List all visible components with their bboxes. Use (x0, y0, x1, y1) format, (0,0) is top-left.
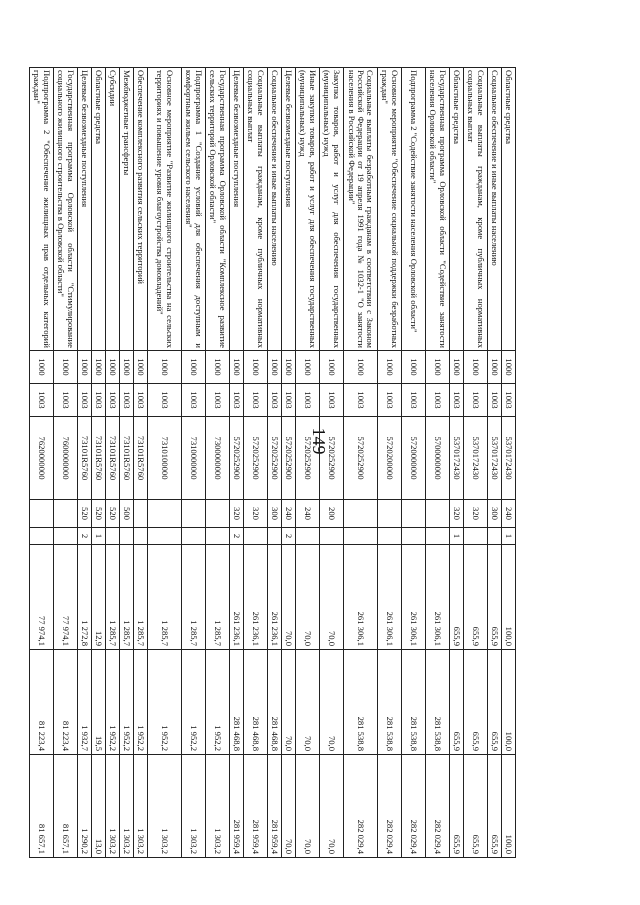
table-row (296, 68, 320, 858)
cell-v2: 1 952,2 (206, 650, 230, 755)
cell-c3: 5720252900 (244, 417, 268, 500)
cell-v3: 281 959,4 (244, 755, 268, 858)
table-row (92, 68, 106, 858)
cell-name: Социальное обеспечение и иные выплаты населению (268, 68, 282, 351)
cell-v1: 261 306,1 (426, 545, 450, 650)
cell-c5 (320, 528, 344, 545)
cell-name: Государственная программа Орловской области "Стимулирование социального жилищного строительства в Орловской области" (54, 68, 78, 351)
cell-c3: 5700000000 (426, 417, 450, 500)
cell-c1: 1000 (344, 351, 378, 384)
cell-c2: 1003 (320, 384, 344, 417)
cell-c2: 1003 (402, 384, 426, 417)
cell-v1: 1 285,7 (182, 545, 206, 650)
cell-c2: 1003 (134, 384, 148, 417)
cell-v3: 655,9 (488, 755, 502, 858)
cell-name: Социальные выплаты гражданам, кроме публичных нормативных социальных выплат (244, 68, 268, 351)
cell-c3: 7310100000 (148, 417, 182, 500)
cell-v2: 281 538,8 (344, 650, 378, 755)
cell-name: Обеспечение комплексного развития сельских территорий (134, 68, 148, 351)
table-row (268, 68, 282, 858)
cell-name: Основное мероприятие "Обеспечение социальной поддержки безработных граждан" (378, 68, 402, 351)
cell-v3: 1 303,2 (148, 755, 182, 858)
cell-v2: 281 538,8 (378, 650, 402, 755)
cell-v3: 282 029,4 (426, 755, 450, 858)
cell-v1: 70,0 (296, 545, 320, 650)
cell-c4: 320 (230, 500, 244, 528)
cell-c4: 320 (244, 500, 268, 528)
cell-c1: 1000 (134, 351, 148, 384)
cell-name: Областные средства (502, 68, 516, 351)
cell-v2: 281 538,8 (426, 650, 450, 755)
table-row (134, 68, 148, 858)
cell-c5 (54, 528, 78, 545)
cell-c2: 1003 (106, 384, 120, 417)
cell-v3: 281 959,4 (268, 755, 282, 858)
cell-c3: 5720252900 (344, 417, 378, 500)
cell-c4 (344, 500, 378, 528)
cell-v1: 77 974,1 (30, 545, 54, 650)
table-row (426, 68, 450, 858)
cell-c3: 7620000000 (30, 417, 54, 500)
cell-v3: 100,0 (502, 755, 516, 858)
cell-v1: 655,9 (450, 545, 464, 650)
cell-c1: 1000 (120, 351, 134, 384)
cell-c2: 1003 (30, 384, 54, 417)
table-row (106, 68, 120, 858)
cell-name: Целевые безвозмездные поступления (230, 68, 244, 351)
table-row (502, 68, 516, 858)
cell-c2: 1003 (244, 384, 268, 417)
cell-name: Областные средства (450, 68, 464, 351)
cell-name: Социальные выплаты гражданам, кроме публичных нормативных социальных выплат (464, 68, 488, 351)
cell-c3: 5720252900 (320, 417, 344, 500)
cell-v3: 1 303,2 (206, 755, 230, 858)
cell-name: Подпрограмма 2 "Обеспечение жилищных прав отдельных категорий граждан" (30, 68, 54, 351)
cell-c5 (30, 528, 54, 545)
cell-v3: 282 029,4 (402, 755, 426, 858)
cell-c5 (426, 528, 450, 545)
cell-c5: 2 (230, 528, 244, 545)
table-row (78, 68, 92, 858)
cell-v1: 12,9 (92, 545, 106, 650)
cell-c1: 1000 (106, 351, 120, 384)
cell-c5 (106, 528, 120, 545)
cell-c5 (488, 528, 502, 545)
table-row (54, 68, 78, 858)
cell-v1: 1 285,7 (206, 545, 230, 650)
cell-name: Социальные выплаты безработным гражданам в соответствии с Законом Российской Федерации от 19 апреля 1991 года № 1032-1 "О занятости населения в Российской Федерации" (344, 68, 378, 351)
cell-c3: 5720252900 (268, 417, 282, 500)
cell-v1: 100,0 (502, 545, 516, 650)
cell-v1: 261 236,1 (230, 545, 244, 650)
cell-c1: 1000 (402, 351, 426, 384)
cell-v1: 1 285,7 (134, 545, 148, 650)
cell-v3: 1 303,2 (182, 755, 206, 858)
cell-c3: 73101R5760 (134, 417, 148, 500)
cell-name: Основное мероприятие "Развитие жилищного строительства на сельских территориях и повышение уровня благоустройства домовладений" (148, 68, 182, 351)
cell-c2: 1003 (230, 384, 244, 417)
cell-v1: 70,0 (282, 545, 296, 650)
cell-v3: 1 290,2 (78, 755, 92, 858)
cell-c4 (378, 500, 402, 528)
cell-v1: 261 306,1 (402, 545, 426, 650)
cell-v1: 1 285,7 (106, 545, 120, 650)
cell-c2: 1003 (426, 384, 450, 417)
cell-name: Подпрограмма 2 "Содействие занятости населения Орловской области" (402, 68, 426, 351)
cell-name: Целевые безвозмездные поступления (282, 68, 296, 351)
cell-c3: 5370172430 (464, 417, 488, 500)
cell-c5: 2 (282, 528, 296, 545)
cell-c2: 1003 (268, 384, 282, 417)
cell-v2: 70,0 (282, 650, 296, 755)
cell-c5 (148, 528, 182, 545)
cell-v2: 1 952,2 (134, 650, 148, 755)
cell-name: Целевые безвозмездные поступления (78, 68, 92, 351)
cell-c2: 1003 (54, 384, 78, 417)
cell-v2: 281 538,8 (402, 650, 426, 755)
cell-name: Государственная программа Орловской области "Комплексное развитие сельских территорий Орловской области" (206, 68, 230, 351)
cell-c5 (244, 528, 268, 545)
cell-c4: 520 (78, 500, 92, 528)
cell-c2: 1003 (450, 384, 464, 417)
table-row (402, 68, 426, 858)
table-row (378, 68, 402, 858)
cell-c1: 1000 (296, 351, 320, 384)
rotated-table-container (32, 67, 516, 857)
cell-v1: 70,0 (320, 545, 344, 650)
cell-c4 (148, 500, 182, 528)
cell-v3: 1 303,2 (106, 755, 120, 858)
cell-v1: 1 272,8 (78, 545, 92, 650)
cell-c2: 1003 (378, 384, 402, 417)
cell-c3: 5370172430 (450, 417, 464, 500)
cell-c2: 1003 (78, 384, 92, 417)
cell-name: Областные средства (92, 68, 106, 351)
cell-name: Подпрограмма 1 "Создание условий для обеспечения доступным и комфортным жильем сельского населения" (182, 68, 206, 351)
cell-c4 (426, 500, 450, 528)
cell-c4 (182, 500, 206, 528)
cell-v2: 1 952,2 (120, 650, 134, 755)
cell-c3: 73101R5760 (106, 417, 120, 500)
cell-c2: 1003 (120, 384, 134, 417)
table-row (344, 68, 378, 858)
cell-c2: 1003 (182, 384, 206, 417)
cell-c5 (134, 528, 148, 545)
cell-v3: 70,0 (282, 755, 296, 858)
cell-c1: 1000 (426, 351, 450, 384)
cell-c1: 1000 (502, 351, 516, 384)
cell-v1: 655,9 (464, 545, 488, 650)
table-row (148, 68, 182, 858)
cell-c5: 1 (92, 528, 106, 545)
cell-v2: 1 952,2 (106, 650, 120, 755)
cell-c4: 320 (464, 500, 488, 528)
cell-c4 (206, 500, 230, 528)
cell-v3: 81 657,1 (54, 755, 78, 858)
cell-c3: 5370172430 (488, 417, 502, 500)
cell-c1: 1000 (92, 351, 106, 384)
cell-v2: 281 468,8 (268, 650, 282, 755)
cell-v2: 655,9 (450, 650, 464, 755)
table-row (320, 68, 344, 858)
cell-c4 (134, 500, 148, 528)
table-row (244, 68, 268, 858)
cell-c1: 1000 (464, 351, 488, 384)
cell-v3: 1 303,2 (120, 755, 134, 858)
budget-table (29, 67, 516, 858)
cell-v1: 261 306,1 (378, 545, 402, 650)
cell-c5 (296, 528, 320, 545)
cell-v3: 1 303,2 (134, 755, 148, 858)
cell-v2: 655,9 (488, 650, 502, 755)
cell-c3: 73101R5760 (92, 417, 106, 500)
cell-name: Социальное обеспечение и иные выплаты населению (488, 68, 502, 351)
cell-c3: 5720252900 (230, 417, 244, 500)
cell-v2: 281 468,8 (230, 650, 244, 755)
cell-v2: 70,0 (320, 650, 344, 755)
cell-v2: 1 952,2 (148, 650, 182, 755)
table-row (488, 68, 502, 858)
cell-v3: 655,9 (464, 755, 488, 858)
cell-c1: 1000 (488, 351, 502, 384)
cell-v2: 281 468,8 (244, 650, 268, 755)
cell-c4: 300 (268, 500, 282, 528)
cell-c5 (268, 528, 282, 545)
cell-c5 (402, 528, 426, 545)
cell-c1: 1000 (268, 351, 282, 384)
budget-table-sheet (32, 67, 516, 857)
cell-c5 (206, 528, 230, 545)
cell-c5 (464, 528, 488, 545)
cell-v3: 70,0 (296, 755, 320, 858)
cell-v1: 261 236,1 (244, 545, 268, 650)
cell-c1: 1000 (78, 351, 92, 384)
cell-c1: 1000 (206, 351, 230, 384)
cell-c5: 1 (502, 528, 516, 545)
cell-c5 (182, 528, 206, 545)
cell-v1: 655,9 (488, 545, 502, 650)
cell-c3: 7300000000 (206, 417, 230, 500)
cell-name: Государственная программа Орловской области "Содействие занятости населения Орловской области" (426, 68, 450, 351)
cell-v2: 655,9 (464, 650, 488, 755)
cell-c1: 1000 (182, 351, 206, 384)
cell-v1: 77 974,1 (54, 545, 78, 650)
cell-c1: 1000 (30, 351, 54, 384)
cell-name: Субсидии (106, 68, 120, 351)
table-row (30, 68, 54, 858)
table-row (120, 68, 134, 858)
cell-v2: 100,0 (502, 650, 516, 755)
cell-name: Межбюджетные трансферты (120, 68, 134, 351)
cell-c4: 520 (106, 500, 120, 528)
cell-name: Иные закупки товаров, работ и услуг для обеспечения государственных (муниципальных) нужд (296, 68, 320, 351)
cell-c4: 320 (450, 500, 464, 528)
cell-c2: 1003 (282, 384, 296, 417)
cell-v2: 19,5 (92, 650, 106, 755)
cell-c2: 1003 (92, 384, 106, 417)
cell-c4: 200 (320, 500, 344, 528)
cell-v3: 81 657,1 (30, 755, 54, 858)
cell-c1: 1000 (320, 351, 344, 384)
cell-v2: 1 932,7 (78, 650, 92, 755)
budget-table-body (30, 68, 516, 858)
cell-c3: 5720200000 (378, 417, 402, 500)
cell-c1: 1000 (148, 351, 182, 384)
table-row (282, 68, 296, 858)
cell-c3: 5720000000 (402, 417, 426, 500)
cell-c3: 73101R5760 (120, 417, 134, 500)
cell-c2: 1003 (464, 384, 488, 417)
cell-c4: 240 (282, 500, 296, 528)
cell-v2: 70,0 (296, 650, 320, 755)
table-row (464, 68, 488, 858)
cell-c1: 1000 (282, 351, 296, 384)
cell-name: Закупка товаров, работ и услуг для обеспечения государственных (муниципальных) нужд (320, 68, 344, 351)
cell-c1: 1000 (230, 351, 244, 384)
table-row (206, 68, 230, 858)
cell-c3: 7600000000 (54, 417, 78, 500)
cell-v2: 81 223,4 (54, 650, 78, 755)
cell-c4: 300 (488, 500, 502, 528)
cell-c4 (30, 500, 54, 528)
cell-c4 (402, 500, 426, 528)
cell-v2: 81 223,4 (30, 650, 54, 755)
cell-c2: 1003 (488, 384, 502, 417)
cell-v1: 261 306,1 (344, 545, 378, 650)
cell-c2: 1003 (148, 384, 182, 417)
cell-c4: 520 (92, 500, 106, 528)
cell-c2: 1003 (344, 384, 378, 417)
page-number: 149 (309, 427, 329, 455)
table-row (182, 68, 206, 858)
cell-c3: 5720252900 (282, 417, 296, 500)
cell-c3: 7310000000 (182, 417, 206, 500)
cell-c1: 1000 (54, 351, 78, 384)
cell-c5: 1 (450, 528, 464, 545)
cell-c4 (54, 500, 78, 528)
cell-c4: 240 (502, 500, 516, 528)
cell-c1: 1000 (378, 351, 402, 384)
cell-c5 (120, 528, 134, 545)
cell-v3: 282 029,4 (378, 755, 402, 858)
cell-v1: 1 285,7 (120, 545, 134, 650)
cell-c4: 500 (120, 500, 134, 528)
cell-c4: 240 (296, 500, 320, 528)
cell-c3: 5720252900 (296, 417, 320, 500)
cell-v3: 655,9 (450, 755, 464, 858)
cell-v3: 13,0 (92, 755, 106, 858)
cell-c3: 73101R5760 (78, 417, 92, 500)
table-row (230, 68, 244, 858)
cell-c1: 1000 (244, 351, 268, 384)
cell-c3: 5370172430 (502, 417, 516, 500)
cell-c5 (378, 528, 402, 545)
cell-v1: 261 236,1 (268, 545, 282, 650)
cell-c5 (344, 528, 378, 545)
cell-v1: 1 285,7 (148, 545, 182, 650)
cell-v3: 70,0 (320, 755, 344, 858)
cell-v3: 282 029,4 (344, 755, 378, 858)
cell-c1: 1000 (450, 351, 464, 384)
cell-c5: 2 (78, 528, 92, 545)
cell-v2: 1 952,2 (182, 650, 206, 755)
table-row (450, 68, 464, 858)
cell-c2: 1003 (296, 384, 320, 417)
cell-v3: 281 959,4 (230, 755, 244, 858)
cell-c2: 1003 (206, 384, 230, 417)
cell-c2: 1003 (502, 384, 516, 417)
